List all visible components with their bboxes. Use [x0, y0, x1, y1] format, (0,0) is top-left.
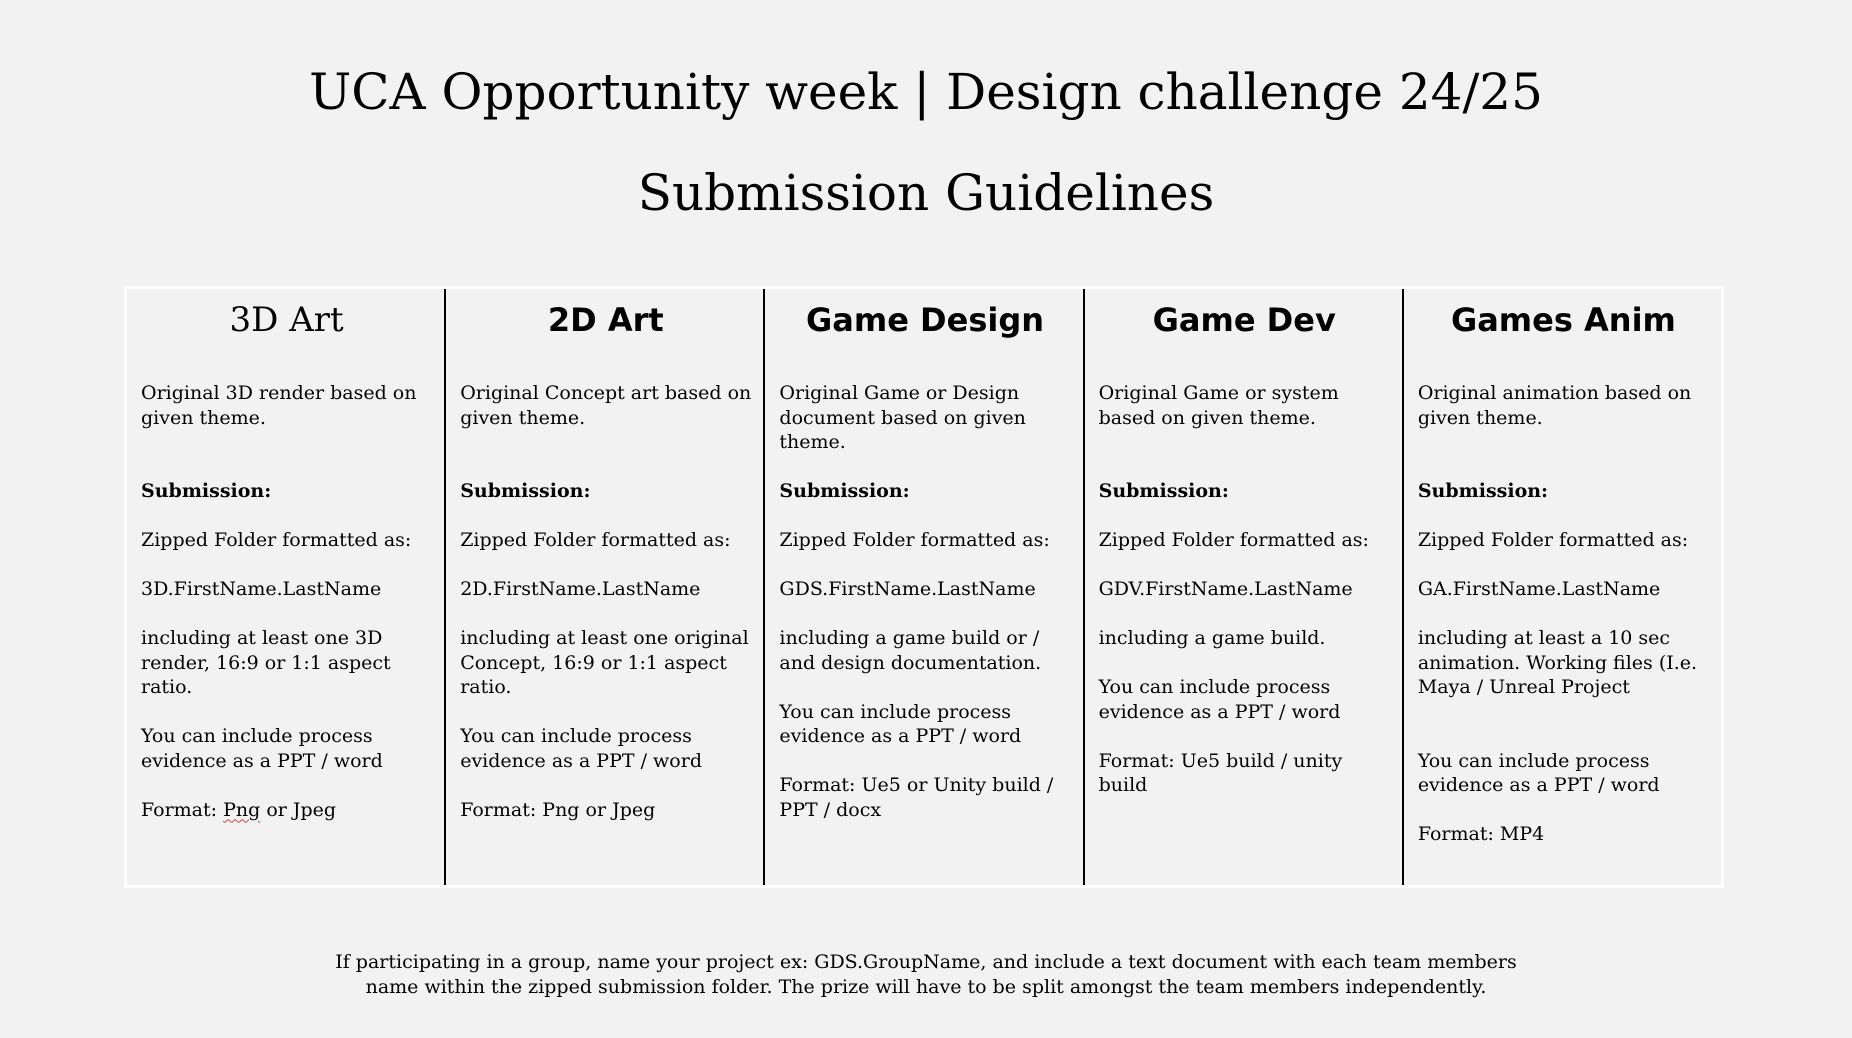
- column-2d-art: [444, 289, 763, 885]
- column-heading: Games Anim: [1450, 301, 1676, 339]
- folder-format: Zipped Folder formatted as:: [1098, 529, 1369, 551]
- description: Original Concept art based on given theme.: [460, 382, 752, 429]
- requirement: including a game build or / and design documentation.: [779, 627, 1042, 674]
- page-title: UCA Opportunity week | Design challenge 24/25: [309, 63, 1543, 121]
- spellcheck-word: Png: [223, 798, 261, 821]
- folder-format: Zipped Folder formatted as:: [1417, 529, 1689, 551]
- submission-label: Submission:: [1098, 480, 1229, 502]
- description: Original Game or Design document based on given theme.: [779, 382, 1026, 453]
- folder-name: 3D.FirstName.LastName: [141, 578, 382, 600]
- column-heading: 2D Art: [547, 301, 664, 339]
- column-heading: 3D Art: [229, 300, 344, 340]
- column-body: [1099, 381, 1390, 798]
- footer-line-2: name within the zipped submission folder. The prize will have to be split amongst the team members independently.: [365, 976, 1487, 998]
- format: Format: Ue5 build / unity build: [1098, 749, 1343, 796]
- format: Format: Png or Jpeg: [460, 798, 656, 821]
- column-body: [779, 381, 1070, 822]
- submission-label: Submission:: [460, 480, 591, 502]
- guidelines-table: [124, 286, 1724, 888]
- format: Format: MP4: [1417, 823, 1545, 845]
- requirement: including at least one original Concept, 16:9 or 1:1 aspect ratio.: [460, 627, 749, 698]
- column-heading: Game Dev: [1152, 301, 1336, 339]
- description: Original Game or system based on given theme.: [1098, 382, 1339, 429]
- folder-format: Zipped Folder formatted as:: [779, 529, 1050, 551]
- column-body: [1418, 381, 1709, 847]
- requirement: including at least one 3D render, 16:9 or 1:1 aspect ratio.: [141, 627, 391, 698]
- process-note: You can include process evidence as a PPT / word: [1417, 749, 1660, 796]
- column-game-dev: [1083, 289, 1402, 885]
- format: [141, 798, 432, 823]
- process-note: You can include process evidence as a PPT / word: [1098, 676, 1341, 723]
- requirement: including a game build.: [1098, 627, 1326, 649]
- folder-name: GA.FirstName.LastName: [1417, 578, 1661, 600]
- description: Original 3D render based on given theme.: [141, 382, 417, 429]
- folder-name: GDS.FirstName.LastName: [779, 578, 1036, 600]
- process-note: You can include process evidence as a PPT / word: [460, 725, 702, 772]
- column-games-anim: [1402, 289, 1721, 885]
- folder-format: Zipped Folder formatted as:: [460, 529, 731, 551]
- folder-name: 2D.FirstName.LastName: [460, 578, 701, 600]
- folder-format: Zipped Folder formatted as:: [141, 529, 412, 551]
- folder-name: GDV.FirstName.LastName: [1098, 578, 1353, 600]
- requirement: including at least a 10 sec animation. Working files (I.e. Maya / Unreal Project: [1417, 627, 1698, 698]
- column-body: [460, 381, 751, 822]
- column-body: [141, 381, 432, 822]
- column-3d-art: [127, 289, 444, 885]
- process-note: You can include process evidence as a PPT / word: [779, 700, 1022, 747]
- column-heading: Game Design: [806, 301, 1045, 339]
- page-subtitle: Submission Guidelines: [637, 164, 1215, 222]
- submission-label: Submission:: [1417, 480, 1549, 502]
- submission-label: Submission:: [141, 480, 272, 502]
- column-game-design: [763, 289, 1082, 885]
- description: Original animation based on given theme.: [1417, 382, 1692, 429]
- submission-label: Submission:: [779, 480, 910, 502]
- format-rest: or Jpeg: [260, 798, 337, 821]
- footer-note: [0, 950, 1852, 1000]
- format: Format: Ue5 or Unity build / PPT / docx: [779, 774, 1054, 821]
- format-prefix: Format:: [141, 798, 224, 821]
- footer-line-1: If participating in a group, name your project ex: GDS.GroupName, and include a text document with each team members: [335, 951, 1517, 973]
- process-note: You can include process evidence as a PPT / word: [141, 725, 383, 772]
